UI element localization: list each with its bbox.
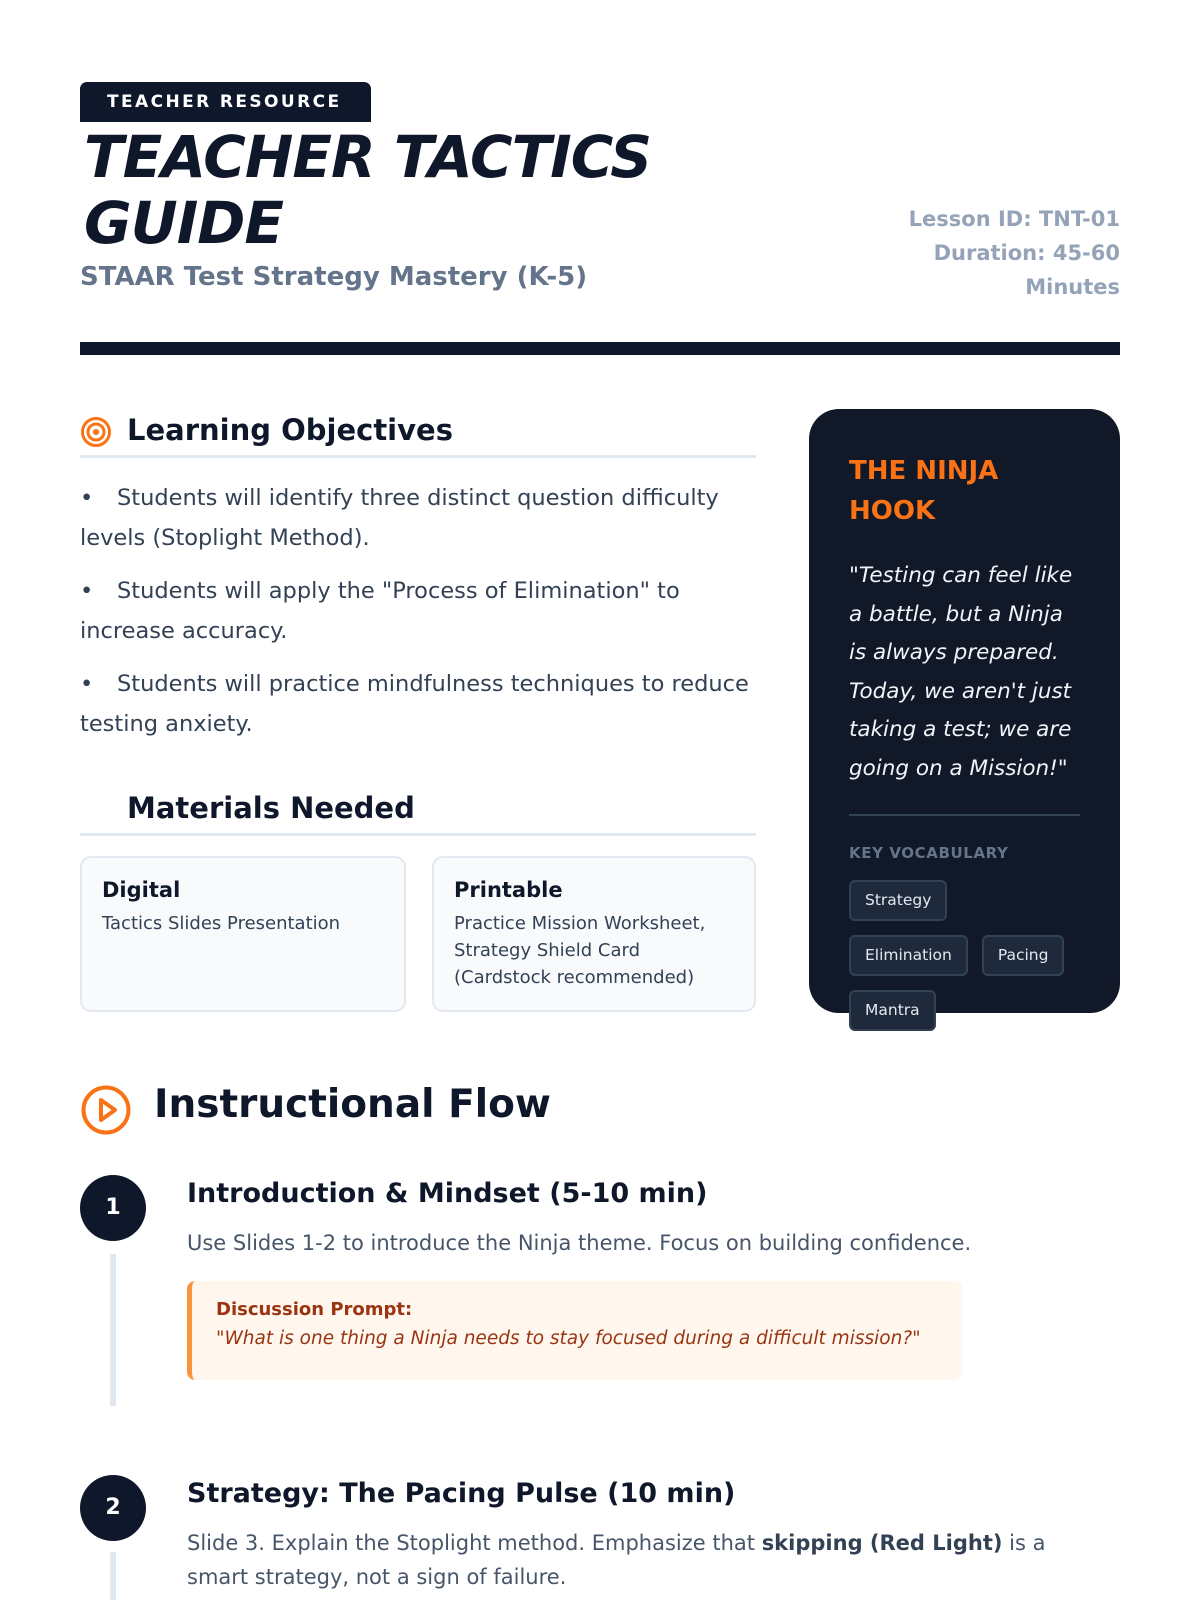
materials-header	[80, 786, 756, 836]
objective-item: • Students will identify three distinct question difficulty levels (Stoplight Method).	[80, 478, 760, 558]
objective-item: • Students will apply the "Process of Elimination" to increase accuracy.	[80, 571, 760, 651]
vocab-chip-pacing: Pacing	[982, 935, 1065, 976]
vocab-label: KEY VOCABULARY	[849, 844, 1009, 862]
ninja-hook-card	[809, 409, 1120, 1019]
header-divider	[80, 342, 1120, 355]
step-title: Strategy: The Pacing Pulse (10 min)	[187, 1478, 736, 1509]
vocab-chips	[849, 880, 1080, 1031]
lesson-id: Lesson ID: TNT-01	[908, 207, 1120, 231]
hook-title: THE NINJA HOOK	[849, 456, 999, 526]
step-description-text: Slide 3. Explain the Stoplight method. Emphasize that	[187, 1531, 762, 1555]
prompt-text: "What is one thing a Ninja needs to stay focused during a difficult mission?"	[216, 1328, 921, 1349]
material-description: Tactics Slides Presentation	[102, 913, 341, 934]
flow-heading: Instructional Flow	[154, 1082, 551, 1127]
materials-heading: Materials Needed	[127, 791, 415, 825]
objectives-list	[80, 478, 760, 757]
step-title: Introduction & Mindset (5-10 min)	[187, 1178, 708, 1209]
prompt-label: Discussion Prompt:	[216, 1299, 413, 1320]
step-description	[187, 1526, 1092, 1594]
vocab-chip-elimination: Elimination	[849, 935, 968, 976]
material-card-digital	[80, 856, 406, 1012]
target-icon	[80, 416, 112, 448]
page-title: TEACHER TACTICS GUIDE	[84, 123, 652, 257]
discussion-prompt	[187, 1281, 962, 1380]
material-title: Printable	[454, 878, 563, 902]
material-card-printable	[432, 856, 756, 1012]
material-description: Practice Mission Worksheet, Strategy Shield Card (Cardstock recommended)	[454, 913, 706, 988]
lesson-meta	[880, 202, 1120, 304]
objectives-heading: Learning Objectives	[127, 413, 453, 447]
step-connector	[110, 1254, 116, 1406]
hook-quote: "Testing can feel like a battle, but a Ninja is always prepared. Today, we aren't just taking a test; we are going on a Mission!"	[849, 563, 1073, 781]
page-subtitle: STAAR Test Strategy Mastery (K-5)	[80, 262, 588, 292]
play-circle-icon	[80, 1084, 132, 1136]
vocab-chip-strategy: Strategy	[849, 880, 947, 921]
step-connector	[110, 1552, 116, 1600]
material-title: Digital	[102, 878, 181, 902]
step-number: 1	[80, 1175, 146, 1241]
step-description-text: is a smart strategy, not a sign of failure.	[187, 1531, 1046, 1589]
lesson-duration: Duration: 45-60 Minutes	[933, 241, 1120, 299]
objectives-header	[80, 408, 756, 458]
hook-divider	[849, 814, 1080, 816]
step-description-emphasis: skipping (Red Light)	[761, 1531, 1003, 1555]
step-number: 2	[80, 1475, 146, 1541]
step-description: Use Slides 1-2 to introduce the Ninja theme. Focus on building confidence.	[187, 1231, 972, 1255]
vocab-chip-mantra: Mantra	[849, 990, 936, 1031]
resource-badge: TEACHER RESOURCE	[80, 82, 371, 122]
objective-item: • Students will practice mindfulness techniques to reduce testing anxiety.	[80, 664, 760, 744]
